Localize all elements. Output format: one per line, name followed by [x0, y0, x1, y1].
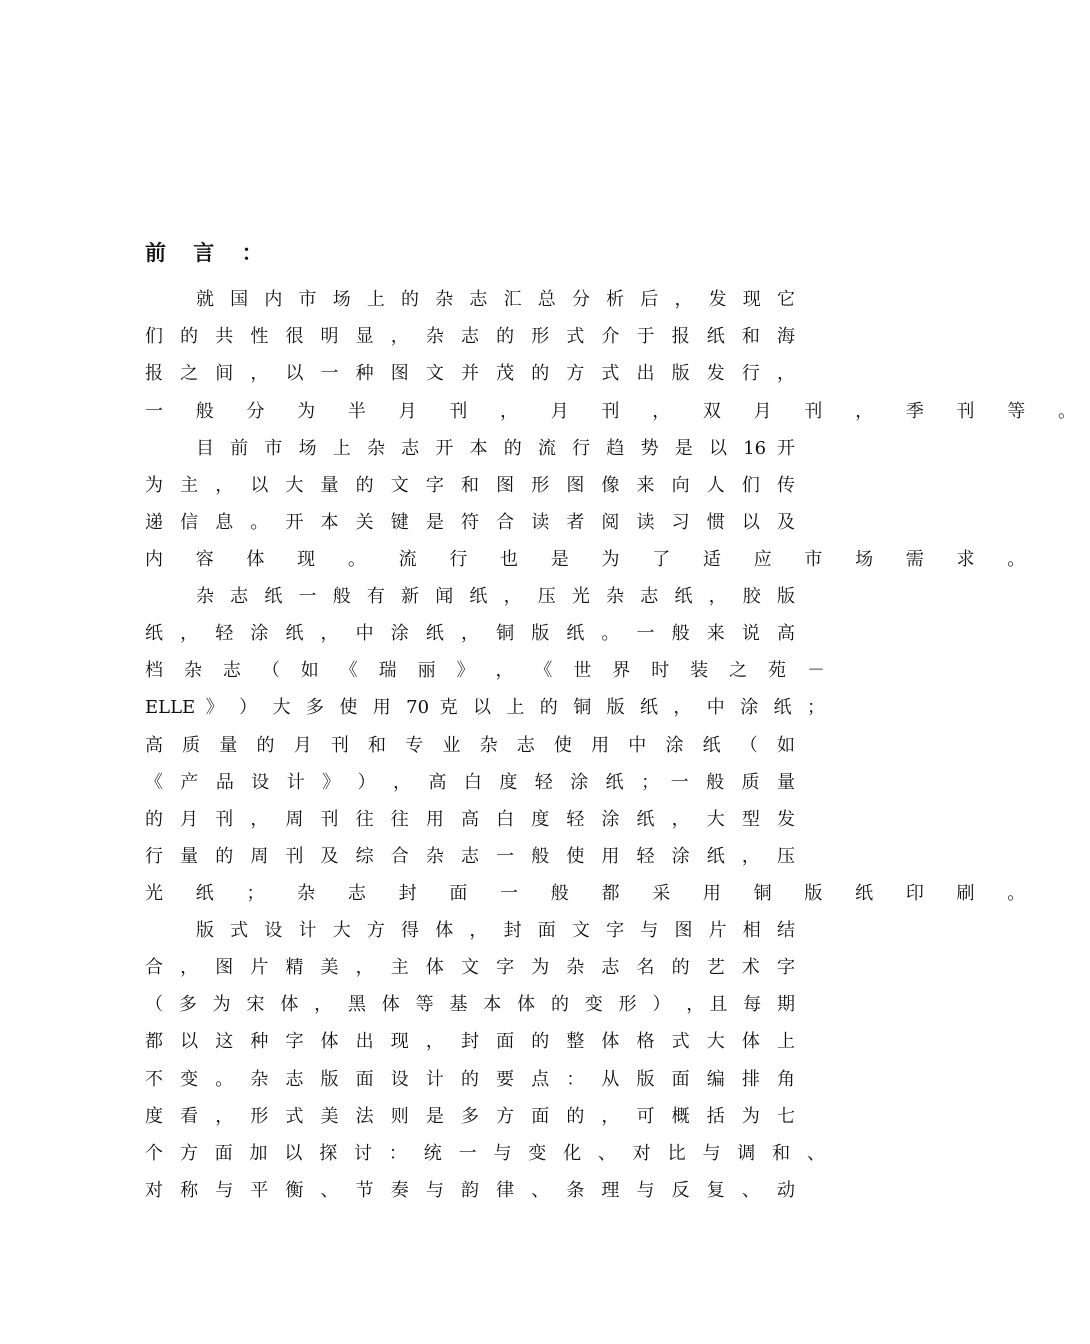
text-line: 个 方 面 加 以 探 讨 ： 统 一 与 变 化 、 对 比 与 调 和 、 — [145, 1143, 825, 1164]
text-line: 报 之 间 ， 以 一 种 图 文 并 茂 的 方 式 出 版 发 行 ， — [145, 363, 795, 384]
text-line: ELLE 》 ） 大 多 使 用 70 克 以 上 的 铜 版 纸 ， 中 涂 纸 ； — [145, 697, 825, 718]
text-line: 档 杂 志 （ 如 《 瑞 丽 》 ， 《 世 界 时 装 之 苑 － — [145, 660, 825, 681]
text-line: 都 以 这 种 字 体 出 现 ， 封 面 的 整 体 格 式 大 体 上 — [145, 1031, 795, 1052]
text-line: 纸 ， 轻 涂 纸 ， 中 涂 纸 ， 铜 版 纸 。 一 般 来 说 高 — [145, 623, 795, 644]
text-line: 度 看 ， 形 式 美 法 则 是 多 方 面 的 ， 可 概 括 为 七 — [145, 1106, 795, 1127]
text-line: 目 前 市 场 上 杂 志 开 本 的 流 行 趋 势 是 以 16 开 — [196, 438, 795, 459]
text-line: 的 月 刊 ， 周 刊 往 往 用 高 白 度 轻 涂 纸 ， 大 型 发 — [145, 809, 795, 830]
text-line: 行 量 的 周 刊 及 综 合 杂 志 一 般 使 用 轻 涂 纸 ， 压 — [145, 846, 795, 867]
text-line: 不 变 。 杂 志 版 面 设 计 的 要 点 ： 从 版 面 编 排 角 — [145, 1069, 795, 1090]
text-line: 合 ， 图 片 精 美 ， 主 体 文 字 为 杂 志 名 的 艺 术 字 — [145, 957, 795, 978]
text-line: 高 质 量 的 月 刊 和 专 业 杂 志 使 用 中 涂 纸 （ 如 — [145, 735, 795, 756]
text-line: 内 容 体 现 。 流 行 也 是 为 了 适 应 市 场 需 求 。 — [145, 549, 1039, 570]
text-line: 对 称 与 平 衡 、 节 奏 与 韵 律 、 条 理 与 反 复 、 动 — [145, 1180, 795, 1201]
text-line: 杂 志 纸 一 般 有 新 闻 纸 ， 压 光 杂 志 纸 ， 胶 版 — [196, 586, 795, 607]
text-line: 《 产 品 设 计 》 ） ， 高 白 度 轻 涂 纸 ； 一 般 质 量 — [145, 772, 795, 793]
preface-heading: 前 言 ： — [145, 240, 273, 265]
text-line: （ 多 为 宋 体 ， 黑 体 等 基 本 体 的 变 形 ） ，且 每 期 — [145, 994, 795, 1015]
text-line: 版 式 设 计 大 方 得 体 ， 封 面 文 字 与 图 片 相 结 — [196, 920, 795, 941]
text-line: 为 主 ， 以 大 量 的 文 字 和 图 形 图 像 来 向 人 们 传 — [145, 475, 795, 496]
text-line: 递 信 息 。 开 本 关 键 是 符 合 读 者 阅 读 习 惯 以 及 — [145, 512, 795, 533]
text-line: 一 般 分 为 半 月 刊 ， 月 刊 ， 双 月 刊 ， 季 刊 等 。 — [145, 401, 1090, 422]
text-line: 就 国 内 市 场 上 的 杂 志 汇 总 分 析 后 ， 发 现 它 — [196, 289, 795, 310]
text-line: 们 的 共 性 很 明 显 ， 杂 志 的 形 式 介 于 报 纸 和 海 — [145, 326, 795, 347]
text-line: 光 纸 ； 杂 志 封 面 一 般 都 采 用 铜 版 纸 印 刷 。 — [145, 883, 1039, 904]
